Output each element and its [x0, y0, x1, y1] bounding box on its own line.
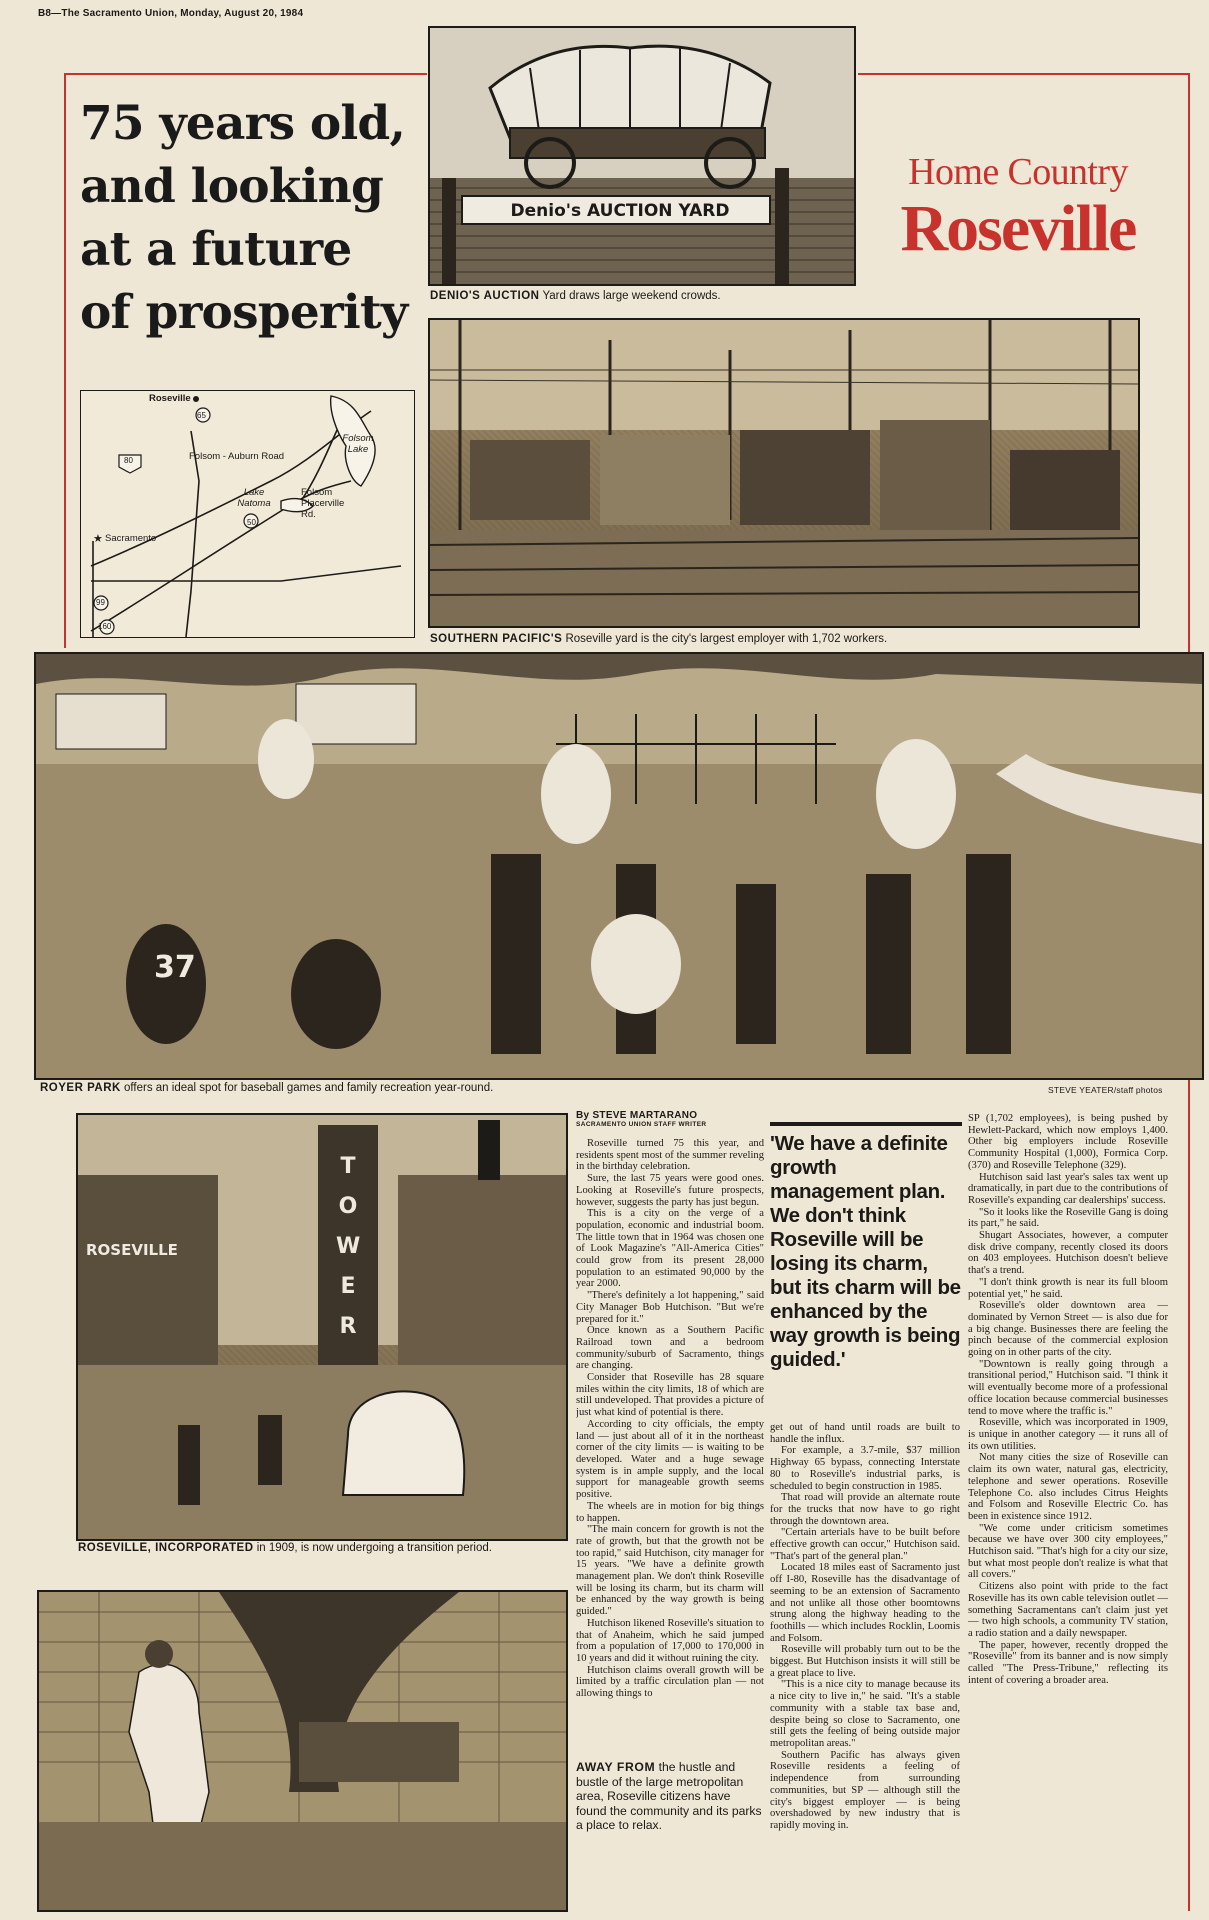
headline — [80, 92, 420, 344]
svg-text:★: ★ — [93, 532, 103, 545]
article-paragraph: "Certain arterials have to be built before effective growth can occur," Hutchison said. "That's part of the general plan." — [770, 1527, 960, 1562]
byline-staff: SACRAMENTO UNION STAFF WRITER — [576, 1121, 707, 1128]
article-column-1 — [576, 1138, 764, 1756]
article-paragraph: According to city officials, the empty land — just about all of it in the northeast corner of the city limits — is waiting to be developed. Water and a huge sewage system is in ample supply, and the local support for manageable growth seems positive. — [576, 1418, 764, 1501]
article-paragraph: "So it looks like the Roseville Gang is doing its part," he said. — [968, 1206, 1168, 1230]
map-hwy-80: 80 — [124, 456, 133, 465]
article-paragraph: Roseville, which was incorporated in 1909, is unique in another category — it runs all of its own utilities. — [968, 1417, 1168, 1452]
article-paragraph: Hutchison likened Roseville's situation to that of Anaheim, which he said jumped from a population of 17,000 to 170,000 in 10 years and did it without ruining the city. — [576, 1617, 764, 1664]
rail-yard-caption — [430, 632, 1150, 646]
section-flag — [873, 150, 1163, 264]
article-paragraph: Not many cities the size of Roseville can claim its own water, natural gas, electricity, telephone and sewer operations. Roseville Telephone Co. also includes Citrus Heights and Folsom and Roseville Electric Co. has been in existence since 1912. — [968, 1452, 1168, 1522]
frame-top-right — [858, 73, 1190, 75]
headline-line: of prosperity — [80, 285, 408, 340]
map-label-sacramento: Sacramento — [105, 533, 157, 544]
section-kicker: Home Country — [908, 151, 1128, 193]
frame-top-left — [64, 73, 427, 75]
article-paragraph: The paper, however, recently dropped the "Roseville" from its banner and is now simply called "The Press-Tribune," reflecting its intent of covering a broader area. — [968, 1639, 1168, 1686]
article-paragraph: Hutchison claims overall growth will be limited by a traffic circulation plan — not allowing things to — [576, 1664, 764, 1700]
auction-caption — [430, 289, 860, 303]
article-paragraph: That road will provide an alternate route for the trucks that now have to go right through the downtown area. — [770, 1492, 960, 1527]
rail-yard-caption-text: Roseville yard is the city's largest employer with 1,702 workers. — [562, 633, 888, 645]
byline — [576, 1110, 766, 1128]
article-paragraph: "This is a nice city to manage because its a nice city to live in," he said. "It's a stable community with a stable tax base and, despite being so close to Sacramento, one still gets the feeling of being outside major metropolitan areas." — [770, 1679, 960, 1749]
headline-line: and looking — [80, 159, 384, 214]
downtown-caption-lead: ROSEVILLE, INCORPORATED — [78, 1542, 254, 1554]
park-caption-text: offers an ideal spot for baseball games and family recreation year-round. — [120, 1082, 494, 1094]
headline-line: 75 years old, — [80, 96, 406, 151]
page-folio: B8—The Sacramento Union, Monday, August 20, 1984 — [38, 8, 304, 19]
article-paragraph: get out of hand until roads are built to handle the influx. — [770, 1422, 960, 1445]
article-paragraph: SP (1,702 employees), is being pushed by Hewlett-Packard, which now employs 1,400. Other big employers include Roseville Community Hospital (1,000), Formica Corp. (370) and Roseville Telephone (329). — [968, 1113, 1168, 1171]
byline-name: By STEVE MARTARANO — [576, 1110, 698, 1121]
royer-park-photo — [34, 652, 1204, 1080]
tennis-photo — [37, 1590, 568, 1912]
article-paragraph: This is a city on the verge of a population, economic and industrial boom. The little town that in 1964 was chosen one of Look Magazine's "All-America Cities" could grow from its present 28,000 population to an estimated 90,000 by the year 2000. — [576, 1208, 764, 1290]
downtown-caption-text: in 1909, is now undergoing a transition period. — [253, 1542, 492, 1554]
map-hwy-50: 50 — [247, 518, 256, 527]
park-caption-lead: ROYER PARK — [40, 1082, 121, 1094]
article-paragraph: Southern Pacific has always given Roseville residents a feeling of independence from surrounding communities, but SP — although still the city's biggest employer — is being overshadowed by new industry that is rapidly moving in. — [770, 1749, 960, 1831]
area-map — [80, 390, 415, 638]
auction-caption-lead: DENIO'S AUCTION — [430, 290, 540, 302]
article-paragraph: Sure, the last 75 years were good ones. Looking at Roseville's future prospects, however, suggests the party has just begun. — [576, 1173, 764, 1208]
map-hwy-99: 99 — [96, 598, 105, 607]
map-label-roseville: Roseville — [149, 393, 191, 404]
park-caption — [40, 1081, 840, 1095]
rail-yard-photo — [428, 318, 1140, 628]
map-hwy-65: 65 — [197, 411, 206, 420]
rail-yard-caption-lead: SOUTHERN PACIFIC'S — [430, 633, 563, 645]
article-paragraph: Roseville turned 75 this year, and residents spent most of the summer reveling in the birthday celebration. — [576, 1138, 764, 1173]
article-paragraph: "We come under criticism sometimes because we have over 300 city employees," Hutchison said. "That's high for a city our size, but what most people don't realize is what that all covers." — [968, 1522, 1168, 1581]
downtown-caption — [78, 1541, 578, 1555]
article-paragraph: The wheels are in motion for big things to happen. — [576, 1500, 764, 1524]
tennis-caption — [576, 1760, 764, 1833]
article-paragraph: Shugart Associates, however, a computer disk drive company, recently closed its doors on 403 employees. Hutchison doesn't believe that's a trend. — [968, 1230, 1168, 1277]
downtown-photo — [76, 1113, 568, 1541]
store-sign: ROSEVILLE — [86, 1241, 178, 1259]
article-paragraph: "I don't think growth is near its full bloom potential yet," he said. — [968, 1276, 1168, 1300]
headline-line: at a future — [80, 222, 352, 277]
tower-sign: TOWER — [336, 1154, 361, 1339]
section-town: Roseville — [900, 192, 1136, 265]
park-jersey-number: 37 — [154, 950, 196, 985]
article-paragraph: Citizens also point with pride to the fact Roseville has its own cable television outlet — something Sacramentans can't claim just yet — two high schools, a community TV station, a radio station and a daily newspaper. — [968, 1581, 1168, 1639]
article-column-2 — [770, 1422, 960, 1862]
map-label-folsom-lake: Folsom Lake — [342, 433, 374, 455]
auction-caption-text: Yard draws large weekend crowds. — [539, 290, 721, 302]
article-paragraph: "Downtown is really going through a transitional period," Hutchison said. "I think it will eventually become more of a professional office location because commercial businesses tend to move where the traffic is." — [968, 1358, 1168, 1417]
article-column-3 — [968, 1113, 1168, 1909]
article-paragraph: Roseville will probably turn out to be the biggest. But Hutchison insists it will still be a great place to live. — [770, 1644, 960, 1679]
article-paragraph: Roseville's older downtown area — dominated by Vernon Street — is also due for a big change. Businesses there are feeling the pinch because of the commercial explosion going on in other parts of the city. — [968, 1300, 1168, 1359]
map-label-lake-natoma: Lake Natoma — [237, 487, 271, 509]
article-paragraph: Located 18 miles east of Sacramento just off I-80, Roseville has the disadvantage of seeming to be an extension of Sacramento and not unlike all those other boomtowns strung along the highway heading to the foothills — which includes Rocklin, Loomis and Folsom. — [770, 1562, 960, 1644]
map-label-folsom-placerville: Folsom Placerville Rd. — [301, 487, 345, 520]
tennis-caption-lead: AWAY FROM — [576, 1760, 656, 1774]
frame-left — [64, 73, 66, 648]
pull-quote: 'We have a definite growth management plan. We don't think Roseville will be losing its charm, but its charm will be enhanced by the way growth is being guided.' — [770, 1122, 962, 1372]
article-paragraph: "The main concern for growth is not the rate of growth, but that the growth not be too rapid," said Hutchison, city manager for 15 years. "We have a definite growth management plan. We don't think Roseville will be losing its charm, but its charm will be enhanced by the way growth is being guided." — [576, 1524, 764, 1618]
map-hwy-160: 160 — [98, 622, 112, 631]
article-paragraph: Consider that Roseville has 28 square miles within the city limits, 18 of which are still undeveloped. That provides a picture of just what kind of potential is there. — [576, 1372, 764, 1419]
article-paragraph: For example, a 3.7-mile, $37 million Highway 65 bypass, connecting Interstate 80 to Roseville's industrial parks, is scheduled to begin construction in 1985. — [770, 1445, 960, 1492]
map-label-folsom-auburn-road: Folsom - Auburn Road — [189, 451, 285, 462]
auction-yard-photo — [428, 26, 856, 286]
auction-sign-text: Denio's AUCTION YARD — [510, 201, 730, 221]
article-paragraph: Hutchison said last year's sales tax went up dramatically, in part due to the contributions of Roseville's expanding car dealerships' success. — [968, 1171, 1168, 1206]
article-paragraph: Once known as a Southern Pacific Railroad town and a bedroom community/suburb of Sacramento, things are changing. — [576, 1325, 764, 1372]
tennis-caption-text: the hustle and bustle of the large metropolitan area, Roseville citizens have found the community and its parks a place to relax. — [576, 1760, 762, 1832]
photo-credit: STEVE YEATER/staff photos — [1048, 1085, 1163, 1095]
article-paragraph: "There's definitely a lot happening," said City Manager Bob Hutchison. "But we're prepared for it." — [576, 1290, 764, 1325]
